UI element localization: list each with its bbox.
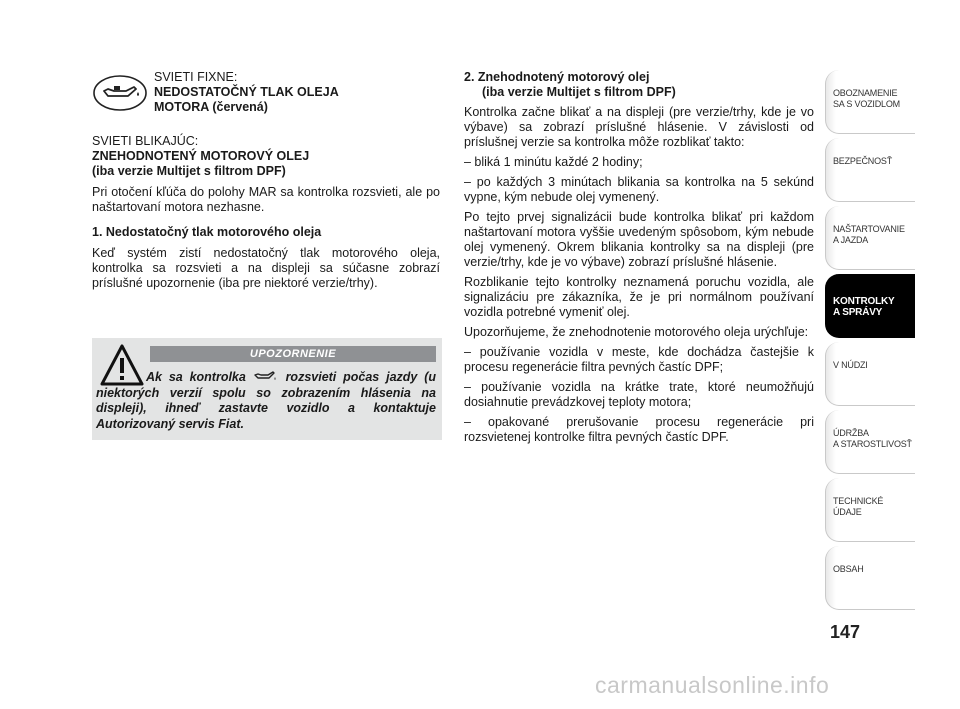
list-item: – používanie vozidla v meste, kde dochádza častejšie k procesu regenerácie filtra pevných častíc DPF; — [464, 345, 814, 374]
paragraph: Pri otočení kľúča do polohy MAR sa kontrolka rozsvieti, ale po naštartovaní motora nezhasne. — [92, 185, 440, 214]
tab-kontrolky[interactable] — [825, 274, 915, 338]
warning-text-b: rozsvieti počas jazdy (u niektorých verzií spolu so zobrazením hlásenia na displeji), ihneď zastavte vozidlo a kontaktuje Autorizovaný servis Fiat. — [96, 370, 437, 431]
watermark: carmanualsonline.info — [595, 672, 830, 698]
paragraph: Upozorňujeme, že znehodnotenie motorového oleja urýchľuje: — [464, 325, 809, 339]
tab-obsah[interactable] — [825, 546, 915, 610]
paragraph: Rozblikanie tejto kontrolky neznamená poruchu vozidla, ale signalizáciu pre zákazníka, že je pri normálnom používaní vozidla potrebné vymeniť olej. — [464, 275, 814, 319]
fix-label: SVIETI FIXNE: — [154, 70, 238, 84]
tab-label: KONTROLKY A SPRÁVY — [833, 296, 895, 318]
tab-udrzba[interactable] — [825, 410, 915, 474]
page-number: 147 — [830, 622, 861, 642]
list-item: – používanie vozidla na krátke trate, ktoré neumožňujú dosiahnutie prevádzkovej teploty motora; — [464, 380, 814, 409]
tab-label: V NÚDZI — [833, 360, 868, 370]
warning-text — [96, 370, 436, 432]
oil-pressure-icon — [253, 371, 279, 382]
left-column — [92, 70, 440, 291]
blink-subtitle: (iba verzie Multijet s filtrom DPF) — [92, 164, 286, 178]
blink-title: ZNEHODNOTENÝ MOTOROVÝ OLEJ — [92, 149, 310, 163]
tab-label: ÚDRŽBA A STAROSTLIVOSŤ — [833, 428, 912, 449]
paragraph: Kontrolka začne blikať a na displeji (pre verzie/trhy, kde je vo výbave) sa zobrazí príslušné hlásenie. V závislosti od príslušnej verzie sa kontrolka môže rozblikať takto: — [464, 105, 814, 149]
section-subheading-2: (iba verzie Multijet s filtrom DPF) — [482, 85, 676, 99]
right-column — [464, 70, 814, 445]
tab-label: NAŠTARTOVANIE A JAZDA — [833, 224, 905, 245]
tab-technicke-udaje[interactable] — [825, 478, 915, 542]
tab-label: TECHNICKÉ ÚDAJE — [833, 496, 884, 517]
section-heading-1: 1. Nedostatočný tlak motorového oleja — [92, 225, 322, 239]
tab-oboznamenie[interactable] — [825, 70, 915, 134]
tab-v-nudzi[interactable] — [825, 342, 915, 406]
list-item: – bliká 1 minútu každé 2 hodiny; — [464, 155, 643, 169]
oil-pressure-icon — [92, 74, 148, 112]
fix-title — [154, 85, 444, 115]
fix-title-line-1: NEDOSTATOČNÝ TLAK OLEJA — [154, 85, 339, 99]
chapter-tabs — [825, 70, 915, 614]
paragraph: Po tejto prvej signalizácii bude kontrolka blikať pri každom naštartovaní motora vyššie uvedeným spôsobom, kým nebude olej vymenený. Okrem blikania kontrolky sa na displeji (pre verzie/trhy, kde je vo výbave) zobrazí príslušné hlásenie. — [464, 210, 814, 269]
tab-label: BEZPEČNOSŤ — [833, 156, 893, 166]
blink-label: SVIETI BLIKAJÚC: — [92, 134, 199, 148]
paragraph: Keď systém zistí nedostatočný tlak motorového oleja, kontrolka sa rozsvieti a na displeji sa súčasne zobrazí príslušné upozornenie (iba pre niektoré verzie/trhy). — [92, 246, 440, 290]
tab-label: OBOZNAMENIE SA S VOZIDLOM — [833, 88, 900, 109]
tab-nastartovanie[interactable] — [825, 206, 915, 270]
section-heading-2: 2. Znehodnotený motorový olej — [464, 70, 650, 84]
tab-label: OBSAH — [833, 564, 864, 574]
warning-text-a: Ak sa kontrolka — [146, 370, 246, 384]
fix-title-line-2: MOTORA (červená) — [154, 100, 268, 114]
tab-bezpecnost[interactable] — [825, 138, 915, 202]
list-item: – opakované prerušovanie procesu regenerácie pri rozsvietenej kontrolke filtra pevných častíc DPF. — [464, 415, 814, 444]
indicator-heading — [92, 70, 440, 124]
warning-header: UPOZORNENIE — [150, 346, 436, 362]
warning-box — [92, 338, 442, 440]
list-item: – po každých 3 minútach blikania sa kontrolka na 5 sekúnd vypne, kým nebude olej vymenený. — [464, 175, 814, 204]
